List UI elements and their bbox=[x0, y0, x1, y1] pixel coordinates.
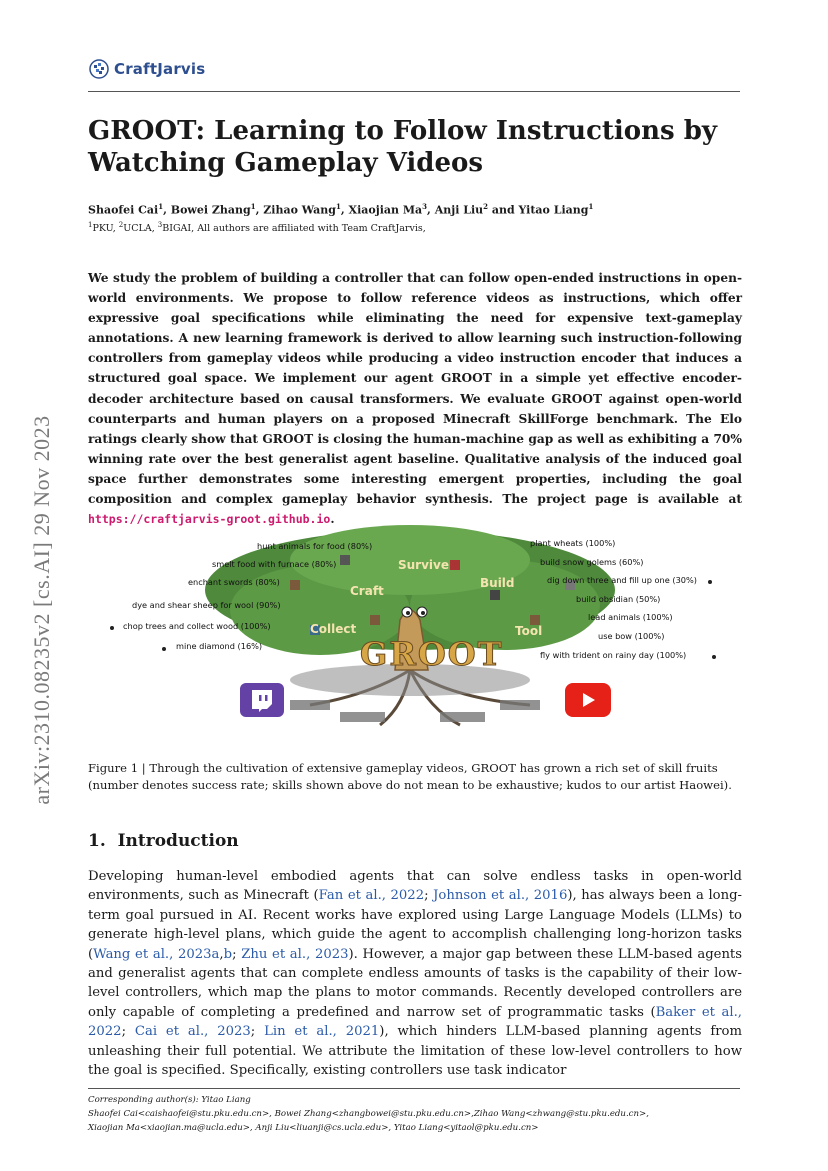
author-name: Shaofei Cai bbox=[88, 203, 159, 217]
leader-dot bbox=[110, 626, 114, 630]
author-affiliation-marker: 2 bbox=[483, 202, 489, 211]
author-affiliation-marker: 3 bbox=[422, 202, 428, 211]
author-affiliation-marker: 1 bbox=[158, 202, 164, 211]
intro-text: , bbox=[219, 946, 224, 962]
leader-dot bbox=[708, 580, 712, 584]
paper-title: GROOT: Learning to Follow Instructions by Watching Gameplay Videos bbox=[88, 116, 718, 178]
citation-link[interactable]: Wang et al., 2023a bbox=[93, 946, 220, 962]
logo-text: CraftJarvis bbox=[114, 60, 206, 78]
header-rule bbox=[88, 91, 740, 92]
author-separator: , bbox=[255, 203, 264, 217]
citation-link[interactable]: Cai et al., 2023 bbox=[134, 1024, 251, 1040]
intro-text: ; bbox=[424, 888, 434, 904]
author-name: Yitao Liang bbox=[518, 203, 589, 217]
skill-label: plant wheats (100%) bbox=[530, 538, 616, 548]
branch-label: Craft bbox=[350, 584, 384, 598]
author-name: Bowei Zhang bbox=[170, 203, 251, 217]
craftjarvis-logo bbox=[88, 58, 205, 80]
abstract-text: We study the problem of building a controller that can follow open-ended instructions in open-world environments. We propose to follow reference videos as instructions, which offer expressive goal specifications while eliminating the need for expensive text-gameplay annotations. A new learning framework is derived to allow learning such instruction-following controllers from gameplay videos while producing a video instruction encoder that induces a structured goal space. We implement our agent GROOT in a simple yet effective encoder-decoder architecture based on causal transformers. We evaluate GROOT against open-world counterparts and human players on a proposed Minecraft SkillForge benchmark. The Elo ratings clearly show that GROOT is closing the human-machine gap as well as exhibiting a 70% winning rate over the best generalist agent baseline. Qualitative analysis of the induced goal space further demonstrates some interesting emergent properties, including the goal composition and complex gameplay behavior synthesis. The project page is available at bbox=[88, 271, 742, 507]
skill-label: build snow golems (60%) bbox=[540, 557, 644, 567]
citation-link[interactable]: b bbox=[223, 946, 233, 962]
abstract-end: . bbox=[330, 512, 335, 527]
author-list bbox=[88, 202, 593, 217]
citation-link[interactable]: Baker et al., 2022 bbox=[88, 1004, 743, 1040]
skill-label: fly with trident on rainy day (100%) bbox=[540, 650, 687, 660]
intro-text: ), has always been a long-term goal pursued in AI. Recent works have explored using Large Language Models (LLMs) to generate high-level plans, which guide the agent to accomplish challenging long-horizon tasks ( bbox=[88, 888, 743, 962]
skill-label: lead animals (100%) bbox=[588, 612, 673, 622]
branch-label: Collect bbox=[310, 622, 357, 636]
citation-link[interactable]: Lin et al., 2021 bbox=[264, 1024, 380, 1040]
affiliation-text: BIGAI, All authors are affiliated with Team CraftJarvis, bbox=[162, 223, 426, 235]
citation-link[interactable]: Zhu et al., 2023 bbox=[241, 946, 349, 962]
author-separator: and bbox=[488, 203, 519, 217]
affiliation-marker: 3 bbox=[157, 221, 163, 229]
author-affiliation-marker: 1 bbox=[588, 202, 594, 211]
arxiv-stamp-text: arXiv:2310.08235v2 [cs.AI] 29 Nov 2023 bbox=[29, 415, 54, 805]
author-name: Anji Liu bbox=[434, 203, 484, 217]
abstract bbox=[88, 268, 742, 529]
figure-caption: Figure 1 | Through the cultivation of extensive gameplay videos, GROOT has grown a rich set of skill fruits (number denotes success rate; skills shown above do not mean to be exhaustive; kudos to our artist Haowei). bbox=[88, 761, 732, 792]
author-name: Xiaojian Ma bbox=[348, 203, 423, 217]
affiliations bbox=[88, 221, 426, 234]
intro-text: Developing human-level embodied agents that can solve endless tasks in open-world environments, such as Minecraft ( bbox=[88, 869, 742, 904]
author-emails-line: Xiaojian Ma<xiaojian.ma@ucla.edu>, Anji Liu<liuanji@cs.ucla.edu>, Yitao Liang<yitaol@pku.edu.cn> bbox=[88, 1123, 539, 1133]
skill-label: build obsidian (50%) bbox=[576, 594, 661, 604]
branch-label: Build bbox=[480, 576, 515, 590]
citation-link[interactable]: Johnson et al., 2016 bbox=[433, 888, 568, 904]
affiliation-marker: 1 bbox=[88, 221, 93, 229]
affiliation-text: UCLA, bbox=[123, 223, 158, 235]
author-separator: , bbox=[340, 203, 349, 217]
project-link[interactable]: https://craftjarvis-groot.github.io bbox=[88, 512, 331, 527]
author-separator: , bbox=[427, 203, 435, 217]
skill-label: enchant swords (80%) bbox=[188, 577, 280, 587]
section-title: Introduction bbox=[117, 831, 239, 851]
branch-label: Tool bbox=[515, 624, 543, 638]
tree-word: GROOT bbox=[360, 635, 504, 673]
skill-label: smelt food with furnace (80%) bbox=[212, 559, 337, 569]
author-name: Zihao Wang bbox=[263, 203, 336, 217]
branch-label: Survive bbox=[398, 558, 449, 572]
leader-dot bbox=[162, 647, 166, 651]
youtube-icon bbox=[565, 683, 611, 717]
footer-rule bbox=[88, 1088, 740, 1089]
craftjarvis-logo-icon bbox=[88, 58, 110, 80]
intro-text: ; bbox=[232, 946, 242, 962]
skill-label: chop trees and collect wood (100%) bbox=[123, 621, 271, 631]
figure-groot-tree bbox=[110, 520, 720, 750]
corresponding-author: Corresponding author(s): Yitao Liang bbox=[88, 1095, 251, 1105]
skill-label: mine diamond (16%) bbox=[176, 641, 263, 651]
intro-text: ). However, a major gap between these LLM-based agents and generalist agents that can complete endless amounts of tasks is the capability of their low-level controllers, which map the plans to motor commands. Recently developed controllers are only capable of completing a predefined and narrow set of programmatic tasks ( bbox=[88, 946, 743, 1020]
author-emails-line: Shaofei Cai<caishaofei@stu.pku.edu.cn>, Bowei Zhang<zhangbowei@stu.pku.edu.cn>,Zihao Wang<zhwang@stu.pku.edu.cn>, bbox=[88, 1109, 649, 1119]
intro-text: ; bbox=[121, 1024, 135, 1040]
skill-label: use bow (100%) bbox=[598, 631, 665, 641]
affiliation-text: PKU, bbox=[92, 223, 119, 235]
author-affiliation-marker: 1 bbox=[336, 202, 341, 211]
skill-label: dig down three and fill up one (30%) bbox=[547, 575, 697, 585]
twitch-icon bbox=[240, 683, 284, 717]
skill-label: hunt animals for food (80%) bbox=[257, 541, 373, 551]
author-affiliation-marker: 1 bbox=[250, 202, 256, 211]
footnote bbox=[88, 1093, 742, 1135]
affiliation-marker: 2 bbox=[118, 221, 124, 229]
introduction-paragraph bbox=[88, 867, 742, 1080]
skill-label: dye and shear sheep for wool (90%) bbox=[132, 600, 281, 610]
intro-text: ; bbox=[250, 1024, 265, 1040]
section-heading bbox=[88, 831, 239, 851]
section-number: 1. bbox=[88, 831, 106, 851]
author-separator: , bbox=[163, 203, 171, 217]
arxiv-stamp bbox=[20, 370, 60, 850]
citation-link[interactable]: Fan et al., 2022 bbox=[318, 888, 425, 904]
intro-text: ), which hinders LLM-based planning agents from unleashing their full potential. We attribute the limitation of these low-level controllers to how the goal is specified. Specifically, existing controllers use task indicator bbox=[88, 1024, 742, 1079]
leader-dot bbox=[712, 655, 716, 659]
